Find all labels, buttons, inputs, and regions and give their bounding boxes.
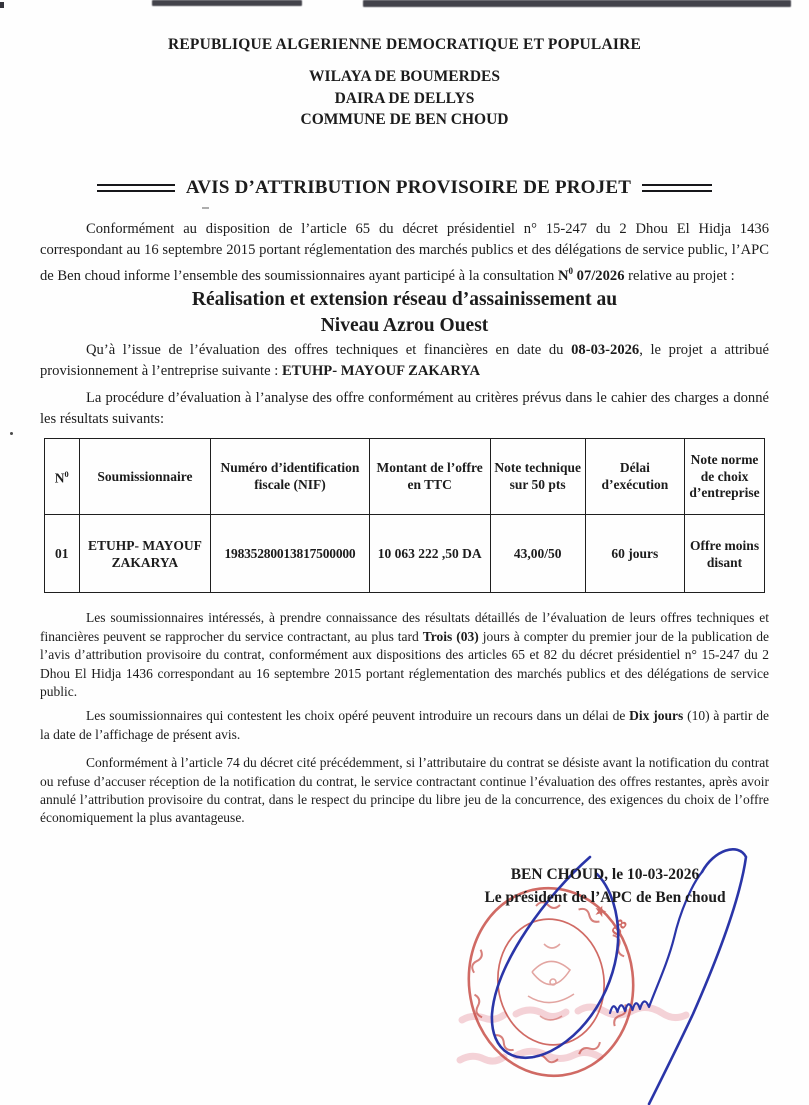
daira-line: DAIRA DE DELLYS — [334, 89, 475, 107]
commune-line: COMMUNE DE BEN CHOUD — [300, 111, 509, 128]
title-double-rule-left — [97, 184, 175, 192]
paragraph-procedure: La procédure d’évaluation à l’analyse des offre conformément au critères prévus dans le cahier des charges a donné les résultats suivants: — [40, 390, 769, 428]
col-header-note-norme: Note norme de choix d’entreprise — [685, 439, 765, 515]
scan-dash-artifact — [202, 207, 209, 209]
title-double-rule-right — [642, 184, 712, 192]
document-title: AVIS D’ATTRIBUTION PROVISOIRE DE PROJET — [185, 176, 632, 198]
col-header-delai: Délai d’exécution — [585, 439, 684, 515]
col-header-nif: Numéro d’identification fiscale (NIF) — [211, 439, 369, 515]
wilaya-line: WILAYA DE BOUMERDES — [309, 68, 500, 85]
table-row — [45, 515, 765, 593]
cell-note-technique: 43,00/50 — [490, 515, 585, 593]
table-header-row — [45, 439, 765, 515]
paragraph-consultation-results: Les soumissionnaires intéressés, à prendre connaissance des résultats détaillés de l’évaluation de leurs offres techniques et financières peuvent se rapprocher du service contractant, au plus tard Trois (03) jours à compter du premier jour de la publication de l’avis d’attribution provisoire du contrat, conformément aux dispositions des articles 65 et 82 du décret présidentiel n° 15-247 du 2 Dhou El Hidja 1436 correspondant au 16 septembre 2015 portant réglementation des marchés publics et des délégations de service public. — [40, 610, 769, 699]
project-title-line2: Niveau Azrou Ouest — [320, 315, 489, 337]
ink-dot-artifact — [10, 432, 13, 435]
project-title-line1: Réalisation et extension réseau d’assainissement au — [191, 289, 618, 311]
scan-artifact-bar-left — [152, 0, 302, 6]
cell-num: 01 — [45, 515, 80, 593]
cell-note-norme: Offre moins disant — [685, 515, 765, 593]
signature-block — [450, 864, 760, 909]
administration-heading — [0, 66, 809, 131]
cell-montant: 10 063 222 ,50 DA — [369, 515, 490, 593]
cell-nif: 19835280013817500000 — [211, 515, 369, 593]
cell-delai: 60 jours — [585, 515, 684, 593]
project-title — [0, 287, 809, 339]
results-table — [44, 438, 765, 593]
col-header-note-technique: Note technique sur 50 pts — [490, 439, 585, 515]
paragraph-recours: Les soumissionnaires qui contestent les choix opéré peuvent introduire un recours dans un délai de Dix jours (10) à partir de la date de l’affichage de présent avis. — [40, 708, 769, 742]
stamp-wilaya-number: 08 — [608, 916, 631, 939]
paragraph-article-74: Conformément à l’article 74 du décret cité précédemment, si l’attributaire du contrat se désiste avant la notification du contrat ou refuse d’accuser réception de la notification du contrat, le service contractant continue l’évaluation des offres restantes, après avoir annulé l’attribution provisoire du contrat, dans le respect du principe du libre jeu de la concurrence, des exigences du choix de l’offre économiquement la plus avantageuse. — [40, 755, 769, 826]
signature-title: Le président de l’APC de Ben choud — [484, 888, 726, 906]
col-header-num: $N^0$ — [45, 439, 80, 515]
republic-heading: REPUBLIQUE ALGERIENNE DEMOCRATIQUE ET POPULAIRE — [167, 36, 642, 53]
signature-place-date: BEN CHOUD, le 10-03-2026 — [510, 866, 700, 883]
scan-corner-mark — [0, 2, 4, 8]
paragraph-intro: Conformément au disposition de l’article 65 du décret présidentiel n° 15-247 du 2 Dhou El Hidja 1436 correspondant au 16 septembre 2015 portant réglementation des marchés publics et des délégations de service public, l’APC de Ben choud informe l’ensemble des soumissionnaires ayant participé à la consultation $N^0$ 07/2026 relative au projet : — [40, 220, 769, 284]
scan-artifact-bar-right — [363, 0, 791, 7]
document-title-row — [0, 177, 809, 199]
col-header-soumissionnaire: Soumissionnaire — [79, 439, 211, 515]
col-header-montant: Montant de l’offre en TTC — [369, 439, 490, 515]
paragraph-award: Qu’à l’issue de l’évaluation des offres techniques et financières en date du 08-03-2026, le projet a attribué provisionnement à l’entreprise suivante : ETUHP- MAYOUF ZAKARYA — [40, 342, 769, 380]
cell-soumissionnaire: ETUHP- MAYOUF ZAKARYA — [79, 515, 211, 593]
stamp-star-icon: ★ — [591, 900, 610, 922]
